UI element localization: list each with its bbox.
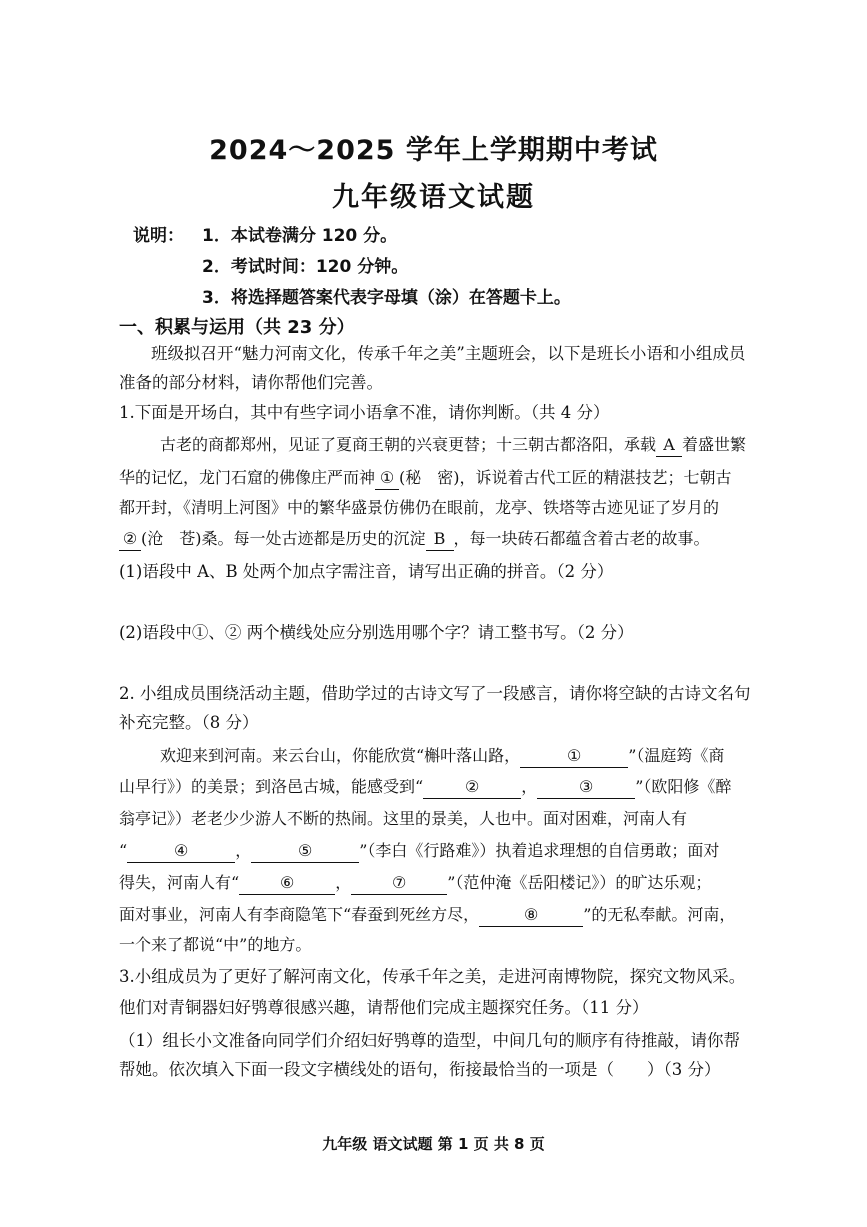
poem-blank-7: ⑦ [351,872,447,895]
poem-blank-1: ① [520,745,628,768]
blank-2: ② [119,528,141,551]
passage-line: 都开封，《清明上河图》中的繁华盛景仿佛仍在眼前，龙亭、铁塔等古迹见证了岁月的 [119,498,720,517]
question-2-stem: 2. 小组成员围绕活动主题，借助学过的古诗文写了一段感言，请你将空缺的古诗文名句 [119,684,751,703]
poem-blank-5: ⑤ [251,840,359,863]
note-item: 2．考试时间：120 分钟。 [202,257,409,277]
blank-a: A [656,434,682,457]
passage-line: 面对事业，河南人有李商隐笔下“春蚕到死丝方尽， ⑧ ”的无私奉献。河南， [119,904,735,927]
exam-subtitle: 九年级语文试题 [332,182,535,213]
passage-line: 翁亭记》）老老少少游人不断的热闹。这里的景美，人也中。面对困难，河南人有 [119,809,688,828]
sub-question: (2)语段中①、② 两个横线处应分别选用哪个字？请工整书写。（2 分） [119,623,634,642]
question-3-stem: 3.小组成员为了更好了解河南文化，传承千年之美，走进河南博物院，探究文物风采。 [119,967,746,986]
passage-line: 古老的商都郑州，见证了夏商王朝的兴衰更替；十三朝古都洛阳，承载 A 着盛世繁 [160,434,746,457]
passage-line: “ ④ ， ⑤ ”（李白《行路难》）执着追求理想的自信勇敢；面对 [119,840,719,863]
poem-blank-4: ④ [127,840,235,863]
poem-blank-3: ③ [537,776,635,799]
passage-line: ② (沧 苍)桑。每一处古迹都是历史的沉淀 B ，每一块砖石都蕴含着古老的故事。 [119,528,710,551]
section-heading: 一、积累与运用（共 23 分） [119,317,355,338]
intro-line: 准备的部分材料，请你帮他们完善。 [119,373,383,392]
poem-blank-6: ⑥ [239,872,335,895]
question-3-stem: 他们对青铜器妇好鸮尊很感兴趣，请帮他们完成主题探究任务。（11 分） [119,998,649,1017]
page-footer: 九年级 语文试题 第 1 页 共 8 页 [322,1135,545,1153]
poem-blank-8: ⑧ [479,904,583,927]
passage-line: 山早行》）的美景；到洛邑古城，能感受到“ ② ， ③ ”（欧阳修《醉 [119,776,731,799]
passage-line: 得失，河南人有“ ⑥ ， ⑦ ”（范仲淹《岳阳楼记》）的旷达乐观； [119,872,711,895]
note-item: 3．将选择题答案代表字母填（涂）在答题卡上。 [202,288,571,308]
question-2-stem: 补充完整。（8 分） [119,713,259,732]
sub-question: (1)语段中 A、B 处两个加点字需注音，请写出正确的拼音。（2 分） [119,562,614,581]
sub-question: （1）组长小文准备向同学们介绍妇好鸮尊的造型，中间几句的顺序有待推敲，请你帮 [119,1031,740,1050]
poem-blank-2: ② [423,776,521,799]
passage-line: 一个来了都说“中”的地方。 [119,935,312,954]
intro-line: 班级拟召开“魅力河南文化，传承千年之美”主题班会，以下是班长小语和小组成员 [151,344,746,363]
question-1-stem: 1.下面是开场白，其中有些字词小语拿不准，请你判断。（共 4 分） [119,403,610,422]
blank-b: B [426,528,454,551]
sub-question: 帮她。依次填入下面一段文字横线处的语句，衔接最恰当的一项是（ ）（3 分） [119,1060,721,1079]
note-item: 1．本试卷满分 120 分。 [202,226,398,246]
notes-label: 说明： [133,226,184,246]
exam-title: 2024～2025 学年上学期期中考试 [209,135,658,166]
passage-line: 欢迎来到河南。来云台山，你能欣赏“槲叶落山路， ① ”（温庭筠《商 [160,745,724,768]
blank-1: ① [375,467,399,490]
passage-line: 华的记忆，龙门石窟的佛像庄严而神 ① (秘 密)，诉说着古代工匠的精湛技艺；七朝古 [119,467,732,490]
